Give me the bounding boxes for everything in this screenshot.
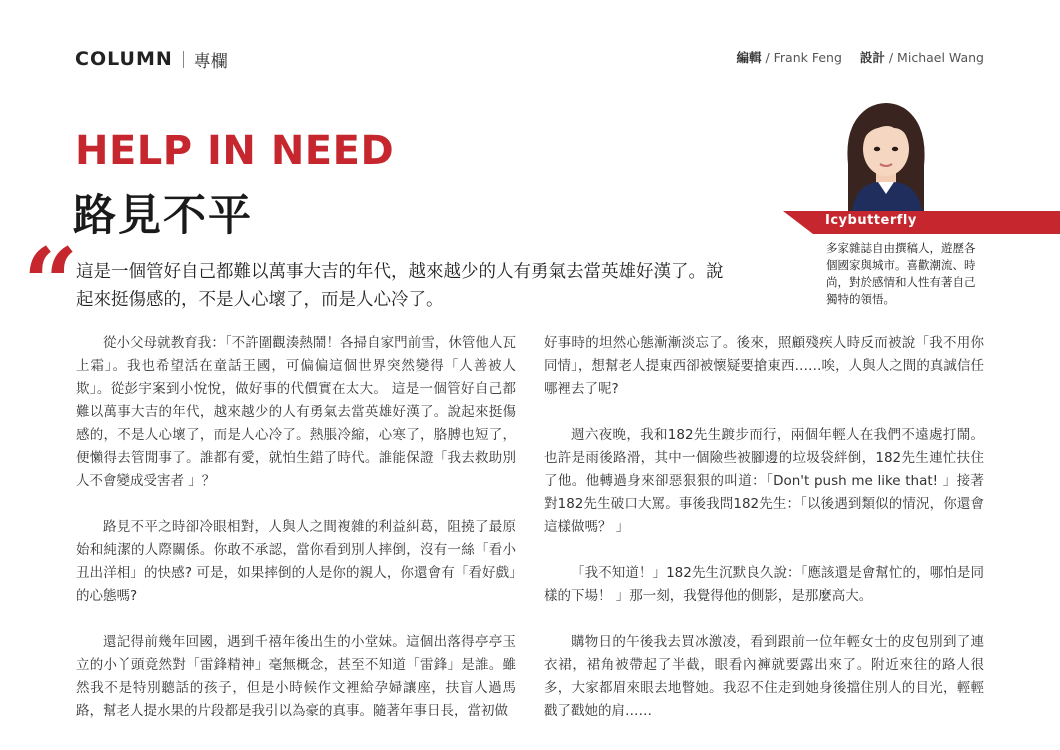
body-paragraph: 週六夜晚，我和182先生踱步而行，兩個年輕人在我們不遠處打鬧。也許是雨後路滑，其中一個險些被腳邊的垃圾袋絆倒，182先生連忙扶住了他。他轉過身來卻惡狠狠的叫道：「Don't push me like that! 」接著對182先生破口大罵。事後我問182先生：「以後遇到類似的情況，你還會這樣做嗎？ 」: [544, 427, 984, 535]
editor-label: 編輯: [736, 50, 762, 65]
section-label-zh: 專欄: [193, 51, 228, 72]
body-paragraph-continued: 好事時的坦然心態漸漸淡忘了。後來，照顧殘疾人時反而被說「我不用你同情」，想幫老人提東西卻被懷疑要搶東西……唉，人與人之間的真誠信任哪裡去了呢?: [544, 335, 984, 397]
article-title-en: HELP IN NEED: [75, 128, 395, 174]
design-label: 設計: [859, 50, 885, 65]
section-header: [75, 46, 228, 72]
design-name: / Michael Wang: [888, 50, 984, 65]
body-paragraph: 還記得前幾年回國，遇到千禧年後出生的小堂妹。這個出落得亭亭玉立的小丫頭竟然對「雷鋒精神」毫無概念，甚至不知道「雷鋒」是誰。雖然我不是特別聽話的孩子，但是小時候作文裡給孕婦讓座，扶盲人過馬路，幫老人提水果的片段都是我引以為豪的真事。隨著年事日長，當初做: [76, 634, 516, 719]
editor-name: / Frank Feng: [765, 50, 842, 65]
body-paragraph: 「我不知道！」182先生沉默良久說：「應該還是會幫忙的，哪怕是同樣的下場！ 」那一刻，我覺得他的側影，是那麼高大。: [544, 565, 984, 604]
body-paragraph: 路見不平之時卻冷眼相對，人與人之間複雜的利益糾葛，阻撓了最原始和純潔的人際關係。你敢不承認，當你看到別人摔倒，沒有一絲「看小丑出洋相」的快感? 可是，如果摔倒的人是你的親人，你還會有「看好戲」的心態嗎?: [76, 519, 516, 604]
author-portrait: [838, 94, 934, 212]
author-bio: 多家雜誌自由撰稿人，遊歷各個國家與城市。喜歡潮流、時尚，對於感情和人性有著自己獨特的領悟。: [826, 241, 976, 306]
author-name: Icybutterfly: [825, 213, 917, 228]
body-column-right: [544, 332, 984, 746]
body-paragraph: 從小父母就教育我：「不許圍觀湊熱鬧！各掃自家門前雪，休管他人瓦上霜」。我也希望活在童話王國，可偏偏這個世界突然變得「人善被人欺」。從彭宇案到小悅悅，做好事的代價實在太大。 這是一個管好自己都難以萬事大吉的年代，越來越少的人有勇氣去當英雄好漢了。說起來挺傷感的，不是人心壞了，而是人心冷了。熱脹冷縮，心寒了，胳膊也短了，便懶得去管閒事了。誰都有愛，就怕生錯了時代。誰能保證「我去救助別人不會變成受害者 」？: [76, 335, 516, 489]
quote-mark-icon: “: [23, 227, 79, 340]
body-paragraph: 購物日的午後我去買冰激凌，看到跟前一位年輕女士的皮包別到了連衣裙，裙角被帶起了半截，眼看內褲就要露出來了。附近來往的路人很多，大家都眉來眼去地瞥她。我忍不住走到她身後擋住別人的目光，輕輕戳了戳她的肩……: [544, 634, 984, 719]
body-column-left: [76, 332, 516, 746]
lead-paragraph: 這是一個管好自己都難以萬事大吉的年代，越來越少的人有勇氣去當英雄好漢了。說起來挺傷感的，不是人心壞了，而是人心冷了。: [76, 262, 724, 310]
article-title-zh: 路見不平: [73, 191, 253, 241]
section-divider: [183, 51, 184, 68]
credits: [736, 48, 984, 66]
section-label-en: COLUMN: [75, 48, 173, 70]
